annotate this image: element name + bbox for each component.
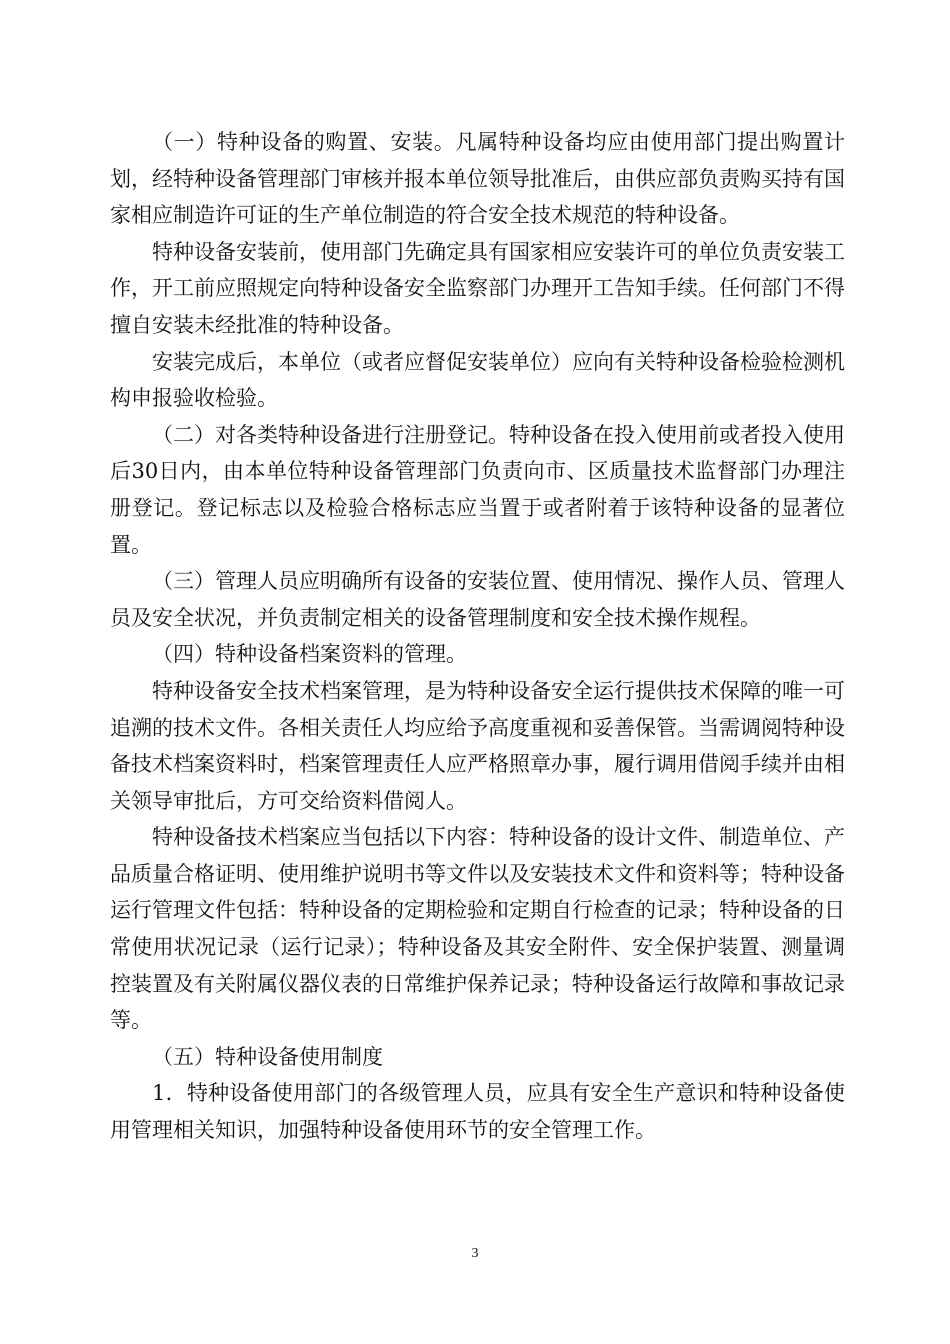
body-text: [110, 124, 845, 1149]
paragraph-managers: （三）管理人员应明确所有设备的安装位置、使用情况、操作人员、管理人员及安全状况，并负责制定相关的设备管理制度和安全技术操作规程。: [110, 569, 845, 630]
paragraph-archive-management: 特种设备安全技术档案管理，是为特种设备安全运行提供技术保障的唯一可追溯的技术文件。各相关责任人均应给予高度重视和妥善保管。当需调阅特种设备技术档案资料时，档案管理责任人应严格照章办事，履行调用借阅手续并由相关领导审批后，方可交给资料借阅人。: [110, 678, 845, 813]
paragraph-purchase-installation: （一）特种设备的购置、安装。凡属特种设备均应由使用部门提出购置计划，经特种设备管理部门审核并报本单位领导批准后，由供应部负责购买持有国家相应制造许可证的生产单位制造的符合安全技术规范的特种设备。: [110, 130, 845, 228]
paragraph-after-installation: 安装完成后，本单位（或者应督促安装单位）应向有关特种设备检验检测机构申报验收检验。: [110, 349, 845, 411]
paragraph-archive-heading: （四）特种设备档案资料的管理。: [152, 642, 467, 667]
paragraph-archive-contents: 特种设备技术档案应当包括以下内容：特种设备的设计文件、制造单位、产品质量合格证明、使用维护说明书等文件以及安装技术文件和资料等；特种设备运行管理文件包括：特种设备的定期检验和定期自行检查的记录；特种设备的日常使用状况记录（运行记录）；特种设备及其安全附件、安全保护装置、测量调控装置及有关附属仪器仪表的日常维护保养记录；特种设备运行故障和事故记录等。: [110, 825, 845, 1033]
paragraph-usage-item-1: 1．特种设备使用部门的各级管理人员，应具有安全生产意识和特种设备使用管理相关知识，加强特种设备使用环节的安全管理工作。: [110, 1081, 845, 1143]
page-number: 3: [471, 1246, 479, 1261]
paragraph-usage-heading: （五）特种设备使用制度: [152, 1044, 383, 1069]
paragraph-registration: （二）对各类特种设备进行注册登记。特种设备在投入使用前或者投入使用后30日内，由本单位特种设备管理部门负责向市、区质量技术监督部门办理注册登记。登记标志以及检验合格标志应当置于或者附着于该特种设备的显著位置。: [110, 422, 845, 557]
paragraph-before-installation: 特种设备安装前，使用部门先确定具有国家相应安装许可的单位负责安装工作，开工前应照规定向特种设备安全监察部门办理开工告知手续。任何部门不得擅自安装未经批准的特种设备。: [110, 239, 845, 337]
